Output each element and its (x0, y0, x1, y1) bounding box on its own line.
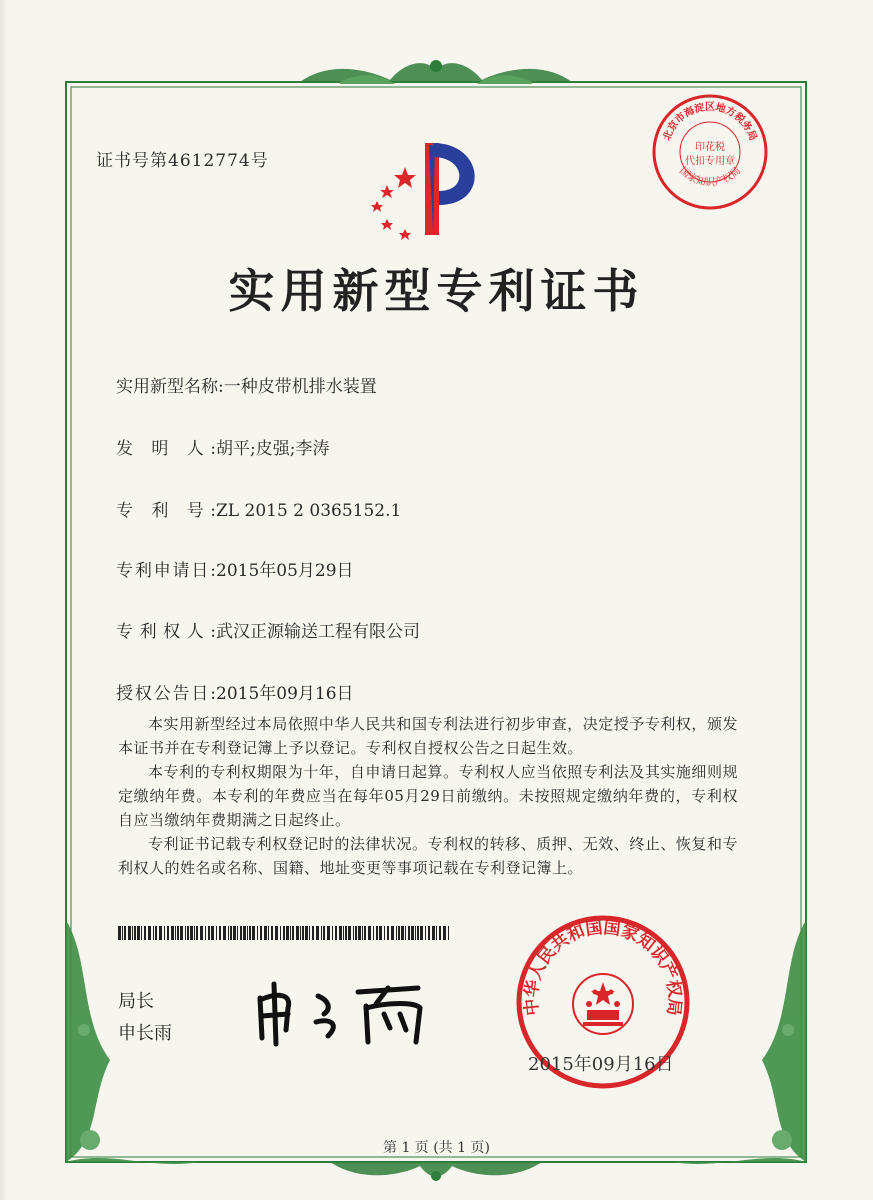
field-value: ZL 2015 2 0365152.1 (216, 501, 402, 521)
field-value: 2015年09月16日 (216, 684, 354, 704)
field-application-date (116, 556, 354, 581)
field-value: 胡平;皮强;李涛 (216, 439, 330, 459)
paragraph: 本实用新型经过本局依照中华人民共和国专利法进行初步审查，决定授予专利权，颁发本证书并在专利登记簿上予以登记。专利权自授权公告之日起生效。 (118, 715, 738, 757)
bottom-ornament (330, 1162, 542, 1181)
field-label: 实用新型名称: (116, 377, 224, 397)
svg-text:国家知识产权局 (677, 165, 743, 189)
tax-stamp-top-text: 北京市海淀区地方税务局 (661, 102, 759, 143)
field-patent-number (116, 496, 401, 521)
seal-date: 2015年09月16日 (528, 1054, 674, 1075)
field-value: 一种皮带机排水装置 (223, 377, 377, 397)
barcode (118, 926, 452, 940)
certificate-number: 证书号第4612774号 (96, 151, 269, 171)
field-label: 专利权人: (116, 622, 216, 642)
page-number: 第 1 页 (共 1 页) (383, 1140, 490, 1156)
svg-text:中华人民共和国国家知识产权局 (521, 918, 686, 1017)
tax-stamp-middle-text: 印花税 (695, 142, 725, 153)
field-inventors (116, 434, 329, 459)
field-utility-name (116, 372, 377, 397)
field-label: 专利申请日: (116, 561, 216, 581)
body-text (118, 712, 738, 880)
tax-stamp (650, 92, 770, 212)
field-label: 授权公告日: (116, 684, 216, 704)
tax-stamp-middle2-text: 代扣专用章 (685, 156, 735, 167)
tax-stamp-bottom-text: 国家知识产权局 (676, 165, 744, 189)
national-seal-text: 中华人民共和国国家知识产权局 (521, 917, 685, 1017)
field-patentee (116, 617, 420, 642)
field-label: 专 利 号: (116, 501, 216, 521)
field-label: 发 明 人: (116, 439, 216, 459)
patent-office-logo (365, 135, 495, 245)
director-title: 局长 (118, 991, 154, 1012)
field-grant-date (116, 679, 354, 704)
page-title: 实用新型专利证书 (228, 264, 645, 318)
paragraph: 本专利的专利权期限为十年，自申请日起算。专利权人应当依照专利法及其实施细则规定缴纳年费。本专利的年费应当在每年05月29日前缴纳。未按照规定缴纳年费的，专利权自应当缴纳年费期满之日起终止。 (118, 763, 738, 829)
field-value: 2015年05月29日 (216, 561, 354, 581)
paragraph: 专利证书记载专利权登记时的法律状况。专利权的转移、质押、无效、终止、恢复和专利权人的姓名或名称、国籍、地址变更等事项记载在专利登记簿上。 (118, 835, 738, 877)
top-ornament (300, 60, 572, 84)
field-value: 武汉正源输送工程有限公司 (216, 622, 420, 642)
director-name: 申长雨 (118, 1023, 172, 1044)
handwritten-signature (248, 978, 438, 1048)
